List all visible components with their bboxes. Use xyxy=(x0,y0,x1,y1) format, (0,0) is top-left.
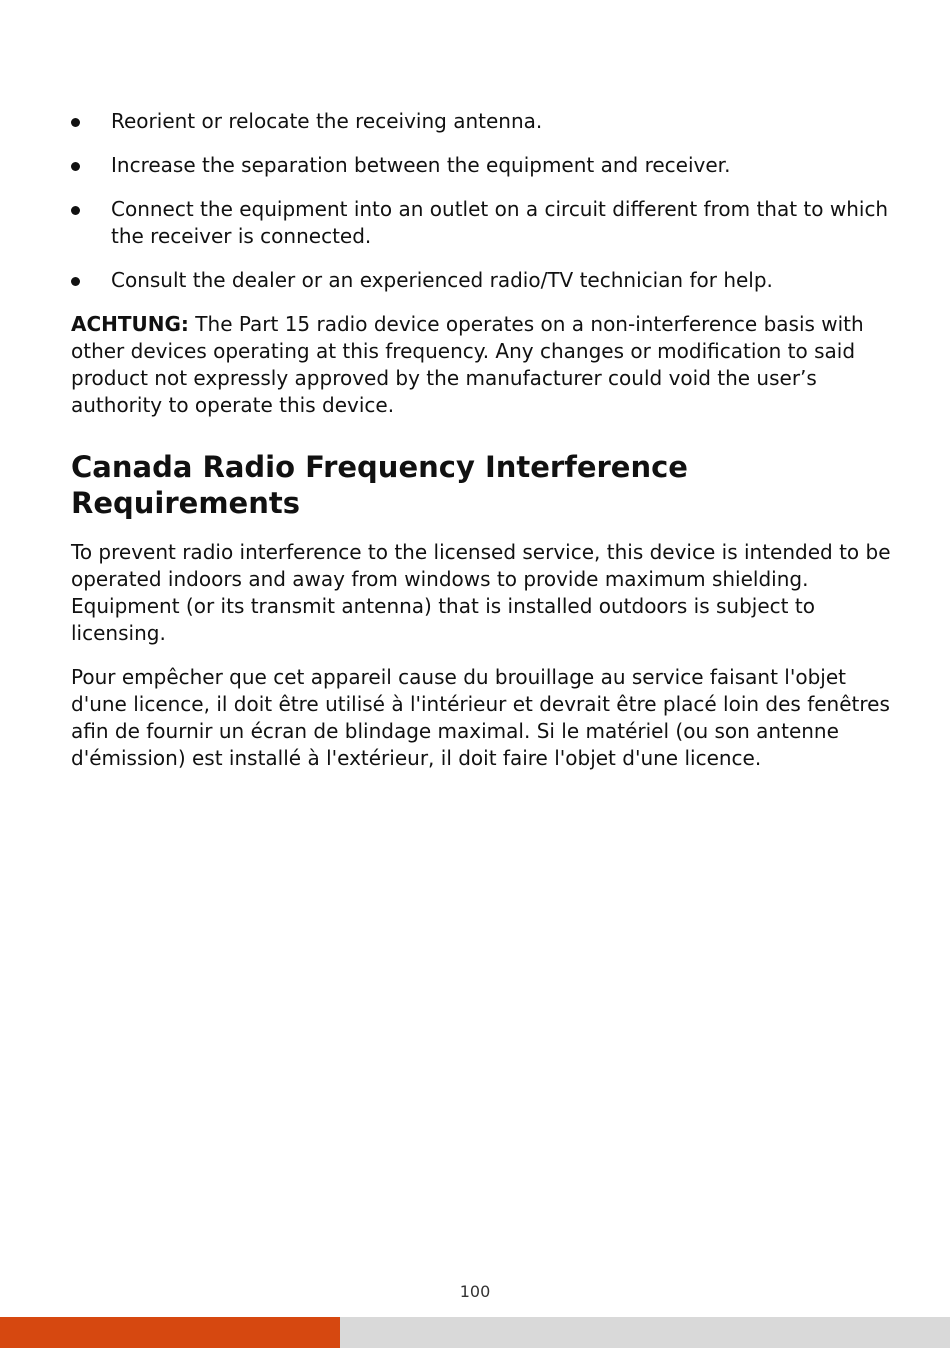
bullet-icon xyxy=(71,277,80,286)
bullet-icon xyxy=(71,118,80,127)
achtung-paragraph xyxy=(71,311,891,419)
footer-accent-bar xyxy=(0,1317,340,1348)
list-item-text: Consult the dealer or an experienced radio/TV technician for help. xyxy=(111,268,773,292)
page-number: 100 xyxy=(459,1282,491,1301)
list-item-text: Connect the equipment into an outlet on a circuit different from that to which the receiver is connected. xyxy=(111,197,889,248)
bullet-icon xyxy=(71,206,80,215)
achtung-text: The Part 15 radio device operates on a non-interference basis with other devices operating at this frequency. Any changes or modification to said product not expressly approved by the manufacturer could void the user’s authority to operate this device. xyxy=(71,312,864,417)
list-item xyxy=(71,196,891,250)
list-item xyxy=(71,152,891,179)
canada-paragraph-french: Pour empêcher que cet appareil cause du brouillage au service faisant l'objet d'une licence, il doit être utilisé à l'intérieur et devrait être placé loin des fenêtres afin de fournir un écran de blindage maximal. Si le matériel (ou son antenne d'émission) est installé à l'extérieur, il doit faire l'objet d'une licence. xyxy=(71,665,890,770)
list-item xyxy=(71,267,891,294)
page-content xyxy=(71,108,891,789)
bullet-icon xyxy=(71,162,80,171)
list-item-text: Reorient or relocate the receiving antenna. xyxy=(111,109,543,133)
list-item xyxy=(71,108,891,135)
list-item-text: Increase the separation between the equipment and receiver. xyxy=(111,153,731,177)
achtung-label: ACHTUNG: xyxy=(71,312,189,336)
footer-bar xyxy=(0,1317,950,1348)
section-heading: Canada Radio Frequency Interference Requirements xyxy=(71,450,688,520)
bullet-list xyxy=(71,108,891,294)
canada-paragraph-english: To prevent radio interference to the licensed service, this device is intended to be operated indoors and away from windows to provide maximum shielding. Equipment (or its transmit antenna) that is installed outdoors is subject to licensing. xyxy=(71,540,891,645)
